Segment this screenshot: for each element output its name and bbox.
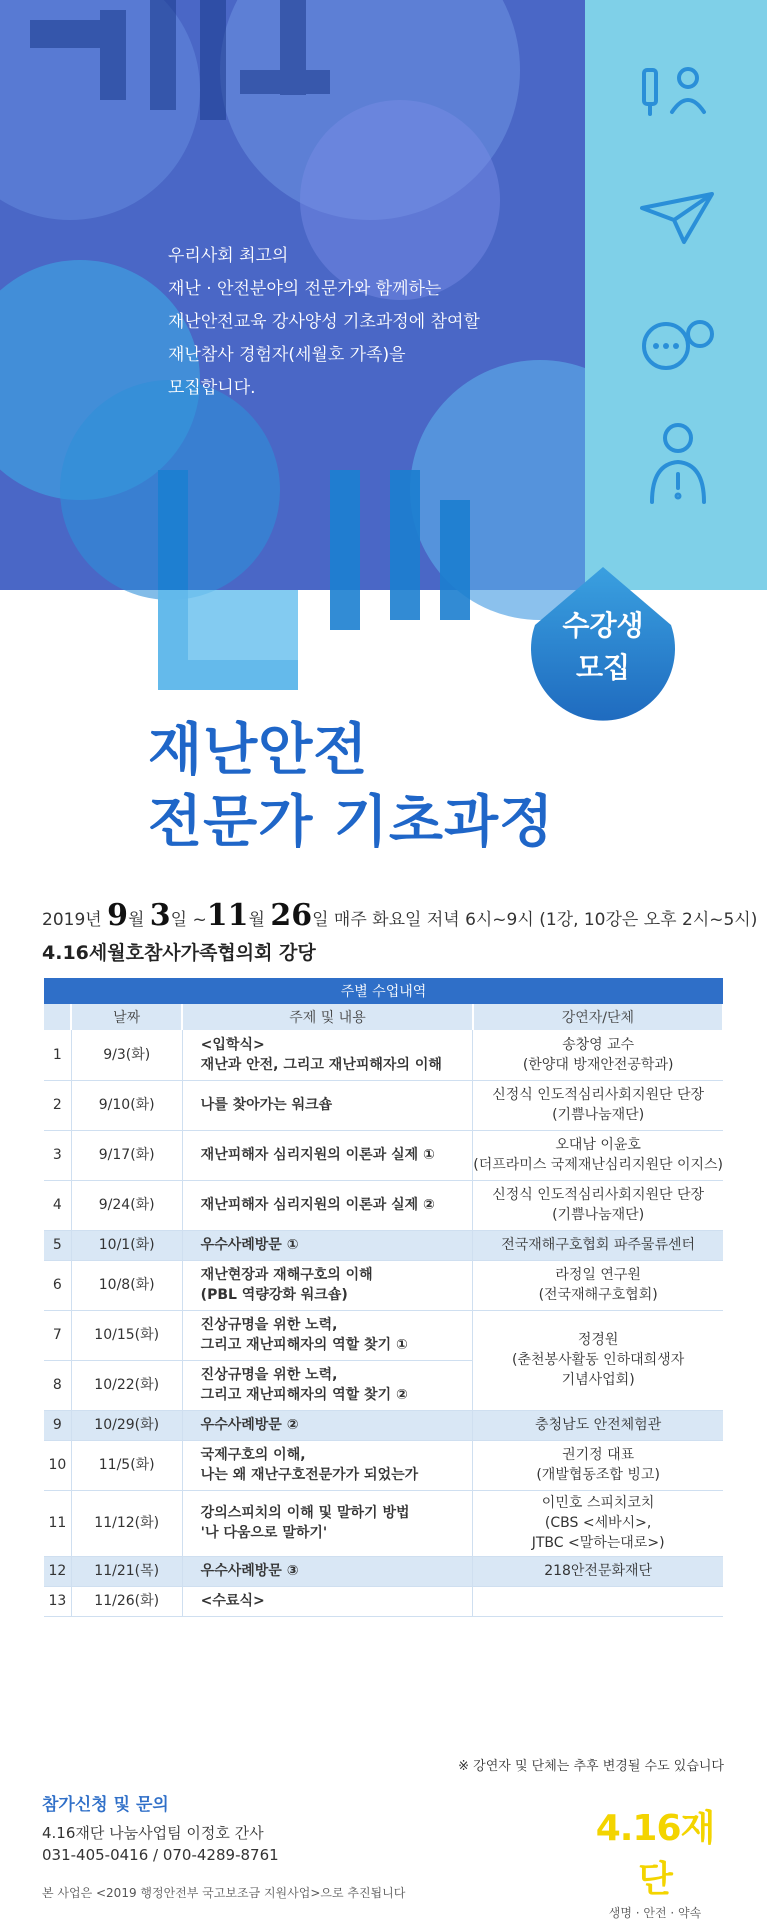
row-number: 5 (44, 1230, 71, 1260)
row-date: 9/24(화) (71, 1180, 182, 1230)
logo-mark: 4.16재단 (595, 1808, 715, 1900)
speaker-line: 라정일 연구원 (555, 1267, 641, 1283)
row-speaker (473, 1556, 723, 1586)
period-unit: 월 (248, 910, 271, 930)
period-unit: 월 (127, 910, 150, 930)
row-date: 11/12(화) (71, 1490, 182, 1556)
speaker-line: 기념사업회) (561, 1372, 635, 1388)
speaker-line: 충청남도 안전체험관 (535, 1417, 662, 1433)
speaker-line: (춘천봉사활동 인하대희생자 (512, 1352, 685, 1368)
speaker-line: 정경원 (577, 1332, 619, 1348)
topic-line: 우수사례방문 ② (200, 1417, 299, 1433)
table-row (44, 1310, 723, 1360)
topic-line: <수료식> (200, 1593, 265, 1609)
period-day-end: 26 (270, 898, 313, 933)
speaker-line: (개발협동조합 빙고) (536, 1467, 660, 1483)
row-topic (182, 1130, 473, 1180)
hero-intro-text (168, 240, 528, 405)
course-venue: 4.16세월호참사가족협의회 강당 (42, 942, 316, 964)
speaker-line: 신정식 인도적심리사회지원단 단장 (492, 1187, 705, 1203)
table-body (44, 1030, 723, 1616)
person-pencil-icon (638, 62, 718, 122)
table-row (44, 1410, 723, 1440)
row-number: 6 (44, 1260, 71, 1310)
topic-line: 재난과 안전, 그리고 재난피해자의 이해 (200, 1056, 442, 1073)
period-suffix: 일 매주 화요일 저녁 6시~9시 (1강, 10강은 오후 2시~5시) (312, 910, 758, 930)
speaker-line: 신정식 인도적심리사회지원단 단장 (492, 1087, 705, 1103)
row-speaker (473, 1410, 723, 1440)
table-row (44, 1130, 723, 1180)
row-number: 10 (44, 1440, 71, 1490)
row-number: 2 (44, 1080, 71, 1130)
contact-person: 4.16재단 나눔사업팀 이정호 간사 (42, 1824, 264, 1842)
row-topic (182, 1586, 473, 1616)
row-topic (182, 1180, 473, 1230)
table-row (44, 1230, 723, 1260)
row-number: 7 (44, 1310, 71, 1360)
row-date: 11/5(화) (71, 1440, 182, 1490)
row-speaker (473, 1490, 723, 1556)
topic-line: '나 다움으로 말하기' (200, 1525, 328, 1541)
contact-phone: 031-405-0416 / 070-4289-8761 (42, 1846, 279, 1864)
contact-title: 참가신청 및 문의 (42, 1795, 169, 1815)
period-month-start: 9 (107, 898, 128, 933)
intro-line: 재난안전교육 강사양성 기초과정에 참여할 (168, 312, 480, 332)
period-prefix: 2019년 (42, 910, 108, 930)
speaker-line: 오대남 이윤호 (555, 1137, 641, 1153)
badge-line: 모집 (575, 651, 631, 684)
row-speaker (473, 1230, 723, 1260)
row-date: 10/29(화) (71, 1410, 182, 1440)
period-unit: 일 ~ (170, 910, 207, 930)
funding-footnote: 본 사업은 <2019 행정안전부 국고보조금 지원사업>으로 추진됩니다 (42, 1886, 406, 1900)
weekly-schedule-table (44, 978, 724, 1617)
paper-plane-icon (638, 188, 718, 248)
row-speaker (473, 1586, 723, 1616)
topic-line: 나를 찾아가는 워크숍 (200, 1097, 333, 1113)
row-number: 8 (44, 1360, 71, 1410)
row-topic (182, 1410, 473, 1440)
table-row (44, 1030, 723, 1080)
title-line: 재난안전 (148, 718, 369, 783)
speaker-line: (더프라미스 국제재난심리지원단 이지스) (473, 1157, 723, 1173)
foundation-logo (580, 1800, 730, 1920)
table-row (44, 1080, 723, 1130)
row-topic (182, 1030, 473, 1080)
topic-line: 국제구호의 이해, (200, 1447, 306, 1463)
speaker-line: (기쁨나눔재단) (552, 1207, 645, 1223)
header-topic: 주제 및 내용 (182, 1004, 473, 1030)
title-line: 전문가 기초과정 (148, 790, 555, 855)
row-topic (182, 1440, 473, 1490)
row-number: 13 (44, 1586, 71, 1616)
row-date: 10/1(화) (71, 1230, 182, 1260)
row-number: 9 (44, 1410, 71, 1440)
table-row (44, 1440, 723, 1490)
speaker-line: (기쁨나눔재단) (552, 1107, 645, 1123)
row-topic (182, 1080, 473, 1130)
logo-slogan: 생명 · 안전 · 약속 (608, 1906, 702, 1920)
intro-line: 재난 · 안전분야의 전문가와 함께하는 (168, 279, 442, 299)
row-speaker (473, 1260, 723, 1310)
period-day-start: 3 (149, 898, 171, 933)
row-topic (182, 1360, 473, 1410)
intro-line: 재난참사 경험자(세월호 가족)을 (168, 345, 406, 365)
row-topic (182, 1260, 473, 1310)
row-speaker (473, 1030, 723, 1080)
table-row (44, 1180, 723, 1230)
speaker-line: JTBC <말하는대로>) (531, 1535, 665, 1551)
course-period (42, 898, 757, 933)
row-speaker (473, 1130, 723, 1180)
period-month-end: 11 (206, 898, 249, 933)
topic-line: 강의스피치의 이해 및 말하기 방법 (200, 1505, 410, 1521)
recruit-badge-text (523, 605, 683, 689)
speaker-line: (CBS <세바시>, (544, 1515, 652, 1531)
header-date: 날짜 (71, 1004, 182, 1030)
topic-line: 재난피해자 심리지원의 이론과 실제 ② (200, 1197, 435, 1213)
speaker-line: (한양대 방재안전공학과) (522, 1056, 674, 1073)
topic-line: 우수사례방문 ③ (200, 1563, 299, 1579)
row-topic (182, 1230, 473, 1260)
page-title (148, 715, 554, 859)
row-date: 11/21(목) (71, 1556, 182, 1586)
topic-line: 진상규명을 위한 노력, (200, 1317, 338, 1333)
topic-line: 재난피해자 심리지원의 이론과 실제 ① (200, 1147, 435, 1163)
row-number: 3 (44, 1130, 71, 1180)
table-caption: 주별 수업내역 (44, 978, 723, 1004)
row-number: 1 (44, 1030, 71, 1080)
badge-line: 수강생 (562, 609, 644, 642)
topic-line: 진상규명을 위한 노력, (200, 1367, 338, 1383)
table-row (44, 1260, 723, 1310)
row-number: 12 (44, 1556, 71, 1586)
row-date: 11/26(화) (71, 1586, 182, 1616)
topic-line: 우수사례방문 ① (200, 1237, 299, 1253)
speaker-line: 송창영 교수 (562, 1036, 635, 1053)
row-number: 11 (44, 1490, 71, 1556)
speaker-line: 218안전문화재단 (544, 1563, 653, 1579)
table-row (44, 1490, 723, 1556)
header-no (44, 1004, 71, 1030)
table-row (44, 1586, 723, 1616)
topic-line: 그리고 재난피해자의 역할 찾기 ② (200, 1387, 408, 1403)
topic-line: <입학식> (200, 1036, 265, 1053)
row-topic (182, 1556, 473, 1586)
intro-line: 모집합니다. (168, 378, 256, 398)
row-topic (182, 1310, 473, 1360)
topic-line: 나는 왜 재난구호전문가가 되었는가 (200, 1467, 419, 1483)
speaker-line: 권기정 대표 (562, 1447, 635, 1463)
row-speaker (473, 1310, 723, 1410)
topic-line: (PBL 역량강화 워크숍) (200, 1287, 348, 1303)
row-speaker (473, 1080, 723, 1130)
intro-line: 우리사회 최고의 (168, 246, 289, 266)
row-date: 9/3(화) (71, 1030, 182, 1080)
chat-bubbles-icon (638, 318, 718, 378)
row-date: 10/15(화) (71, 1310, 182, 1360)
speaker-line: 이민호 스피치코치 (541, 1495, 655, 1511)
row-speaker (473, 1440, 723, 1490)
row-date: 9/17(화) (71, 1130, 182, 1180)
row-number: 4 (44, 1180, 71, 1230)
row-topic (182, 1490, 473, 1556)
change-notice: ※ 강연자 및 단체는 추후 변경될 수도 있습니다 (458, 1759, 724, 1774)
topic-line: 재난현장과 재해구호의 이해 (200, 1267, 373, 1283)
speaker-line: 전국재해구호협회 파주물류센터 (501, 1237, 696, 1253)
topic-line: 그리고 재난피해자의 역할 찾기 ① (200, 1337, 408, 1353)
row-date: 10/22(화) (71, 1360, 182, 1410)
speaker-line: (전국재해구호협회) (538, 1287, 658, 1303)
header-speaker: 강연자/단체 (473, 1004, 723, 1030)
row-date: 10/8(화) (71, 1260, 182, 1310)
row-date: 9/10(화) (71, 1080, 182, 1130)
table-row (44, 1556, 723, 1586)
row-speaker (473, 1180, 723, 1230)
person-alert-icon (638, 420, 718, 510)
